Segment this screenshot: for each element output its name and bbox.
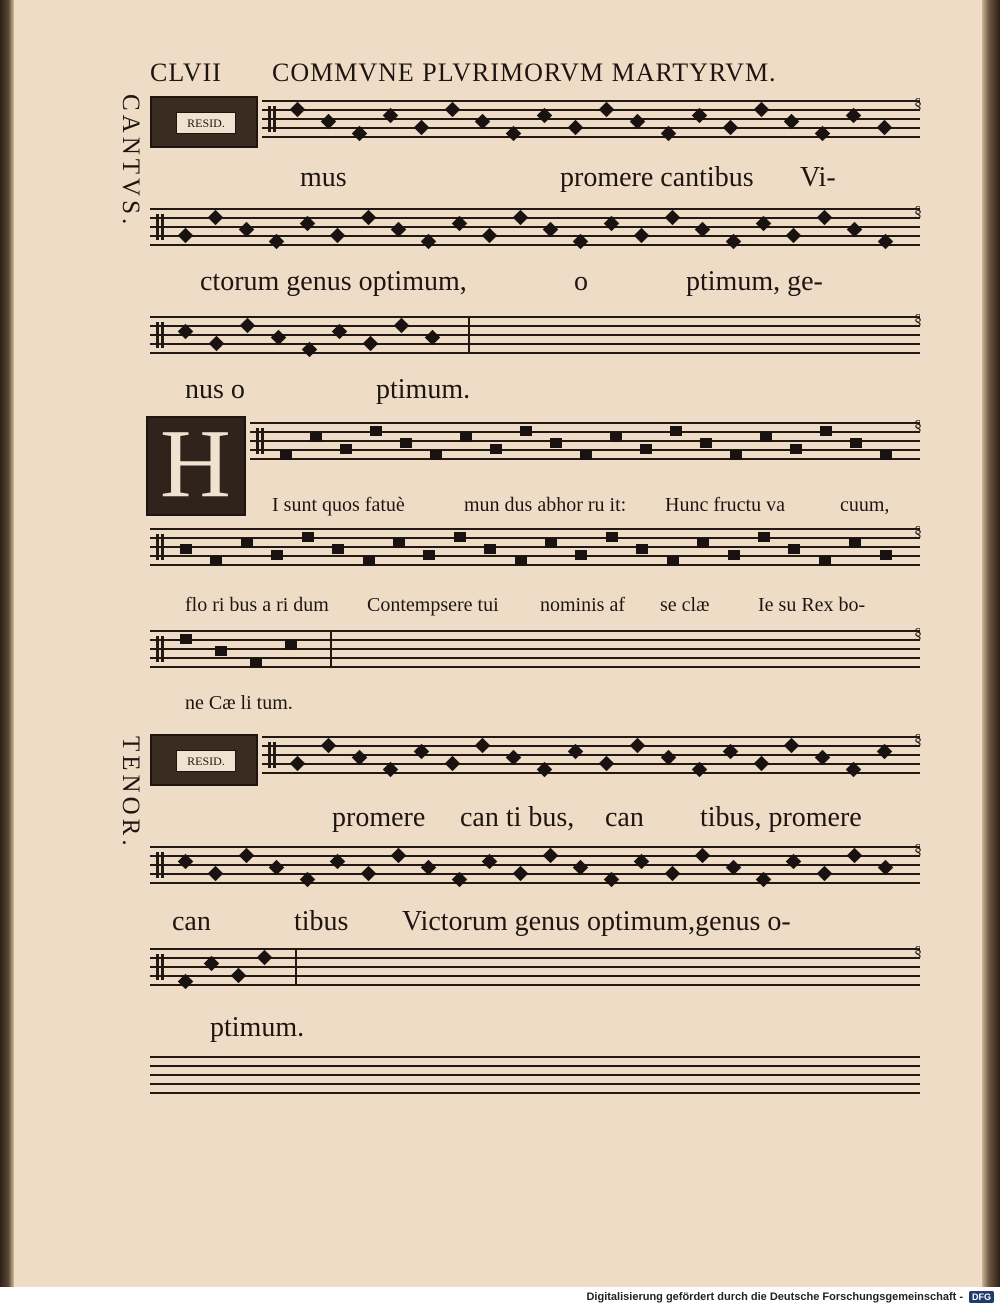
staff-line [150,555,920,557]
staff-line [150,546,920,548]
staff-line [150,984,920,986]
neume-mark [363,556,375,566]
clef-icon [154,208,168,244]
neume-mark [575,550,587,560]
neume-mark [599,756,615,772]
clef-icon [266,736,280,772]
neume-mark [413,120,429,136]
neume-mark [321,738,337,754]
custos-icon: § [914,944,922,961]
lyric-cantus-3a: nus o [185,374,245,405]
lyric-hymn-2a: flo ri bus a ri dum [185,594,329,616]
digitization-footer [0,1287,1000,1306]
staff-line [150,235,920,237]
neume-mark [664,866,680,882]
neume-mark [599,102,615,118]
custos-icon: § [914,842,922,859]
neume-mark [363,336,379,352]
custos-icon: § [914,418,922,435]
resid-cartouche [150,734,258,786]
staff-line [150,882,920,884]
staff-line [150,352,920,354]
neume-mark [543,848,559,864]
staff-line [150,639,920,641]
neume-mark [340,444,352,454]
staff-line [262,100,920,102]
neume-mark [695,848,711,864]
custos-icon: § [914,524,922,541]
neume-mark [697,538,709,548]
staff-line [150,657,920,659]
staff-line [250,422,920,424]
staff-line [150,226,920,228]
neume-mark [728,550,740,560]
neume-mark [230,968,246,984]
staff-line [150,1056,920,1058]
neume-mark [664,210,680,226]
clef-icon [154,948,168,984]
lyric-cantus-1c: Vi- [800,162,836,193]
neume-mark [208,210,224,226]
neume-mark [180,634,192,644]
neume-mark [360,210,376,226]
neume-mark [239,848,255,864]
neume-mark [430,450,442,460]
lyric-hymn-2b: Contempsere tui [367,594,499,616]
neume-mark [515,556,527,566]
neume-mark [180,544,192,554]
staff-line [150,528,920,530]
neume-mark [280,450,292,460]
neume-mark [850,438,862,448]
lyric-hymn-1a: I sunt quos fatuè [272,494,405,516]
neume-mark [667,556,679,566]
voice-label-cantus: CANTVS. [117,94,144,229]
music-staff [262,96,922,136]
lyric-cantus-2c: ptimum, ge- [686,266,823,297]
staff-line [150,648,920,650]
neume-mark [760,432,772,442]
music-staff [150,842,922,882]
neume-mark [512,210,528,226]
neume-mark [634,228,650,244]
neume-mark [423,550,435,560]
lyric-tenor-3a: ptimum. [210,1012,305,1043]
neume-mark [215,646,227,656]
clef-icon [154,846,168,882]
music-staff [150,204,922,244]
staff-line [262,736,920,738]
neume-mark [568,120,584,136]
staff-line [150,564,920,566]
staff-line [150,846,920,848]
neume-mark [816,866,832,882]
neume-mark [788,544,800,554]
staff-line [250,440,920,442]
neume-mark [880,450,892,460]
neume-mark [241,538,253,548]
neume-mark [849,538,861,548]
neume-mark [877,120,893,136]
neume-mark [475,738,491,754]
staff-line [150,630,920,632]
staff-line [150,975,920,977]
lyric-cantus-1b: promere cantibus [560,162,754,193]
neume-mark [394,318,410,334]
custos-icon: § [914,312,922,329]
lyric-cantus-2a: ctorum genus optimum, [200,266,467,297]
dfg-logo: DFG [969,1291,994,1303]
neume-mark [310,432,322,442]
staff-line [150,1065,920,1067]
neume-mark [630,738,646,754]
lyric-hymn-2c: nominis af [540,594,625,616]
staff-line [262,109,920,111]
staff-line [150,864,920,866]
custos-icon: § [914,204,922,221]
staff-line [150,855,920,857]
neume-mark [370,426,382,436]
lyric-hymn-2d: se clæ [660,594,710,616]
neume-mark [271,550,283,560]
neume-mark [178,228,194,244]
staff-line [150,1092,920,1094]
neume-mark [330,228,346,244]
neume-mark [580,450,592,460]
music-staff [150,524,922,564]
music-staff [150,944,922,984]
page-title: COMMVNE PLVRIMORVM MARTYRVM. [272,58,777,87]
lyric-hymn-1c: Hunc fructu va [665,494,785,516]
staff-line [150,217,920,219]
neume-mark [520,426,532,436]
neume-mark [482,228,498,244]
final-barline [295,948,297,986]
neume-mark [730,450,742,460]
staff-line [150,244,920,246]
lyric-tenor-2a: can [172,906,211,937]
neume-mark [393,538,405,548]
staff-line [150,316,920,318]
custos-icon: § [914,626,922,643]
lyric-tenor-1b: can ti bus, [460,802,575,833]
neume-mark [758,532,770,542]
staff-line [150,334,920,336]
neume-mark [256,950,272,966]
clef-icon [154,528,168,564]
lyric-tenor-2c: Victorum genus optimum,genus o- [402,906,791,937]
staff-line [150,1074,920,1076]
staff-line [150,873,920,875]
lyric-cantus-3b: ptimum. [376,374,471,405]
neume-mark [285,640,297,650]
neume-mark [784,738,800,754]
neume-mark [880,550,892,560]
staff-line [262,745,920,747]
neume-mark [550,438,562,448]
neume-mark [820,426,832,436]
neume-mark [847,848,863,864]
lyric-hymn-1b: mun dus abhor ru it: [464,494,627,516]
neume-mark [444,102,460,118]
neume-mark [250,658,262,668]
neume-mark [670,426,682,436]
neume-mark [606,532,618,542]
resid-label: RESID. [176,112,236,134]
staff-line [262,772,920,774]
music-staff [150,626,922,666]
lyric-hymn-3a: ne Cæ li tum. [185,692,293,714]
staff-line [150,343,920,345]
lyric-hymn-2e: Ie su Rex bo- [758,594,866,616]
final-barline [330,630,332,668]
staff-line [262,118,920,120]
neume-mark [391,848,407,864]
clef-icon [254,422,268,458]
clef-icon [154,316,168,352]
custos-icon: § [914,96,922,113]
neume-mark [239,318,255,334]
clef-icon [154,630,168,666]
neume-mark [209,336,225,352]
neume-mark [454,532,466,542]
staff-line [150,208,920,210]
lyric-tenor-1a: promere [332,802,426,833]
neume-mark [490,444,502,454]
music-staff [262,732,922,772]
neume-mark [786,228,802,244]
staff-line [150,948,920,950]
neume-mark [400,438,412,448]
lyric-hymn-1d: cuum, [840,494,890,516]
resid-label: RESID. [176,750,236,772]
lyric-tenor-1c: can [605,802,644,833]
voice-label-tenor: TENOR. [117,736,144,850]
neume-mark [460,432,472,442]
neume-mark [819,556,831,566]
lyric-cantus-2b: o [574,266,588,297]
page-edge [982,0,1000,1287]
neume-mark [290,756,306,772]
neume-mark [545,538,557,548]
neume-mark [636,544,648,554]
initial-letter: H [160,416,231,516]
neume-mark [484,544,496,554]
neume-mark [360,866,376,882]
staff-line [150,537,920,539]
neume-mark [512,866,528,882]
neume-mark [332,544,344,554]
music-staff [150,312,922,352]
resid-cartouche [150,96,258,148]
lyric-tenor-1d: tibus, promere [700,802,862,833]
custos-icon: § [914,732,922,749]
clef-icon [266,100,280,136]
neume-mark [722,120,738,136]
neume-mark [444,756,460,772]
neume-mark [753,102,769,118]
neume-mark [816,210,832,226]
neume-mark [790,444,802,454]
decorated-initial [146,416,246,516]
music-staff [150,1056,920,1092]
neume-mark [208,866,224,882]
music-staff [250,418,922,458]
neume-mark [700,438,712,448]
footer-text: Digitalisierung gefördert durch die Deutsche Forschungsgemeinschaft - [586,1290,963,1303]
staff-line [150,666,920,668]
staff-line [150,1083,920,1085]
staff-line [150,325,920,327]
book-gutter [0,0,14,1287]
lyric-tenor-2b: tibus [294,906,349,937]
neume-mark [753,756,769,772]
neume-mark [210,556,222,566]
neume-mark [290,102,306,118]
neume-mark [640,444,652,454]
final-barline [468,316,470,354]
neume-mark [610,432,622,442]
staff-line [150,966,920,968]
lyric-cantus-1a: mus [300,162,347,193]
neume-mark [302,532,314,542]
folio-number: CLVII [150,58,222,87]
